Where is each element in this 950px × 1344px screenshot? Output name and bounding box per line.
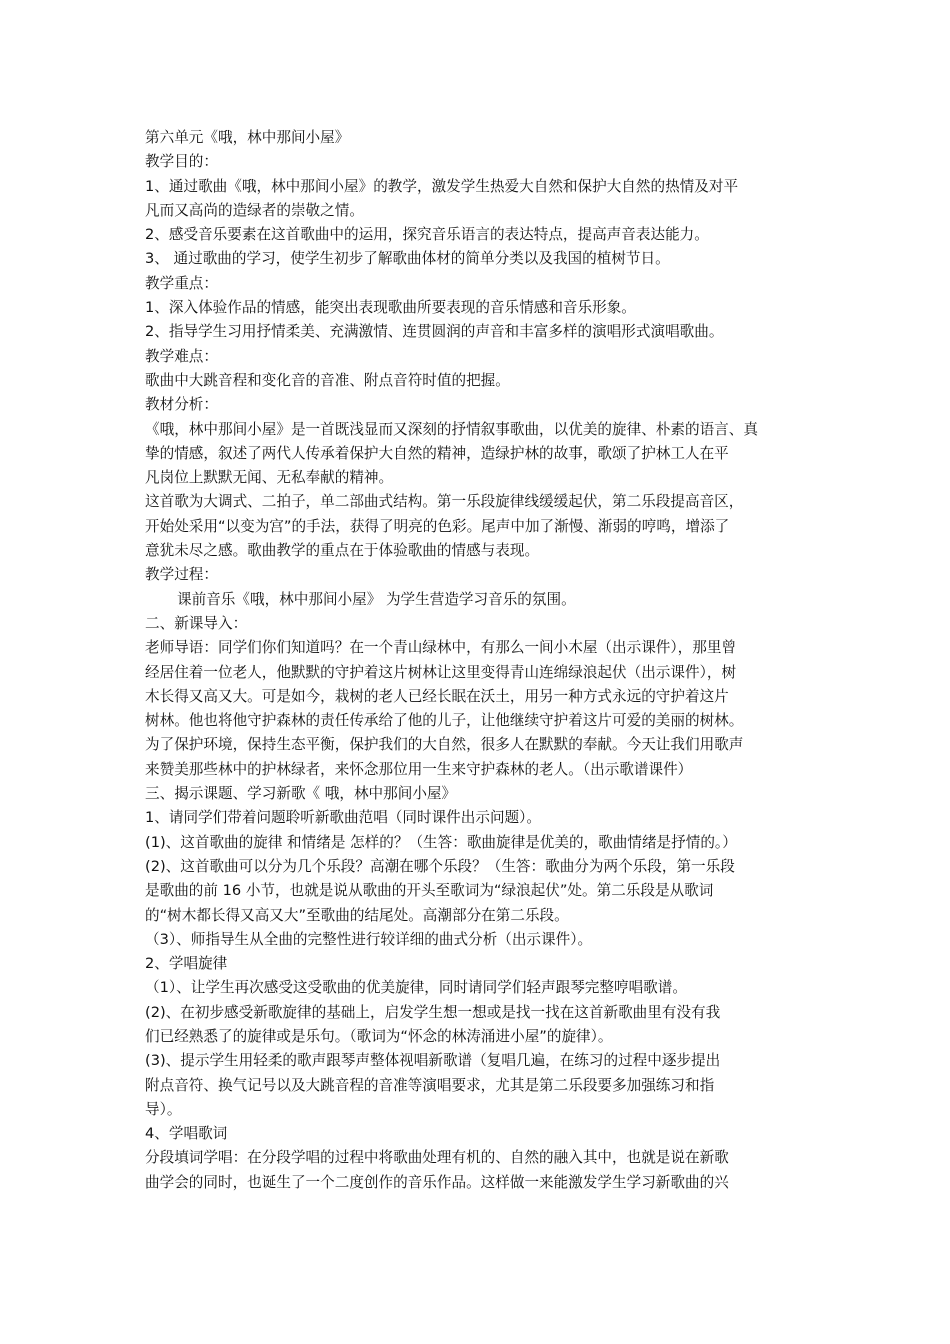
text-line: (1)、这首歌曲的旋律 和情绪是 怎样的？（生答：歌曲旋律是优美的，歌曲情绪是抒情的。） — [145, 833, 737, 851]
text-line: 导）。 — [145, 1100, 182, 1118]
unit-title: 第六单元《哦，林中那间小屋》 — [145, 129, 350, 146]
section-heading-analysis: 教材分析： — [145, 396, 218, 414]
section-heading-intro: 二、新课导入： — [145, 614, 248, 632]
text-line: 凡岗位上默默无闻、无私奉献的精神。 — [145, 469, 394, 487]
text-line: 意犹未尽之感。歌曲教学的重点在于体验歌曲的情感与表现。 — [145, 542, 540, 560]
text-line: 1、深入体验作品的情感，能突出表现歌曲所要表现的音乐情感和音乐形象。 — [145, 299, 636, 317]
section-heading-objectives: 教学目的： — [145, 153, 218, 171]
text-line: 附点音符、换气记号以及大跳音程的音准等演唱要求，尤其是第二乐段要多加强练习和指 — [145, 1076, 715, 1094]
text-line: 1、通过歌曲《哦，林中那间小屋》的教学，激发学生热爱大自然和保护大自然的热情及对平 — [145, 177, 739, 195]
text-line: 经居住着一位老人，他默默的守护着这片树林让这里变得青山连绵绿浪起伏（出示课件），树 — [145, 663, 737, 681]
text-line: (2)、这首歌曲可以分为几个乐段？高潮在哪个乐段？（生答：歌曲分为两个乐段，第一乐段 — [145, 857, 735, 875]
text-line: 分段填词学唱：在分段学唱的过程中将歌曲处理有机的、自然的融入其中，也就是说在新歌 — [145, 1149, 729, 1167]
text-line: 老师导语：同学们你们知道吗？在一个青山绿林中，有那么一间小木屋（出示课件），那里曾 — [145, 639, 737, 657]
text-line: 曲学会的同时，也诞生了一个二度创作的音乐作品。这样做一来能激发学生学习新歌曲的兴 — [145, 1173, 729, 1191]
text-line: （3）、师指导生从全曲的完整性进行较详细的曲式分析（出示课件）。 — [145, 930, 593, 948]
subheading-lyrics: 4、学唱歌词 — [145, 1125, 228, 1143]
text-line: 课前音乐《哦，林中那间小屋》 为学生营造学习音乐的氛围。 — [177, 590, 576, 608]
text-line: 为了保护环境，保持生态平衡，保护我们的大自然，很多人在默默的奉献。今天让我们用歌声 — [145, 736, 744, 754]
section-heading-new-song: 三、揭示课题、学习新歌《 哦，林中那间小屋》 — [145, 785, 457, 803]
text-line: 1、请同学们带着问题聆听新歌曲范唱（同时课件出示问题）。 — [145, 809, 542, 827]
text-line: (3)、提示学生用轻柔的歌声跟琴声整体视唱新歌谱（复唱几遍，在练习的过程中逐步提出 — [145, 1052, 721, 1070]
section-heading-process: 教学过程： — [145, 566, 218, 584]
text-line: 2、指导学生习用抒情柔美、充满激情、连贯圆润的声音和丰富多样的演唱形式演唱歌曲。 — [145, 323, 724, 341]
text-line: 来赞美那些林中的护林绿者，来怀念那位用一生来守护森林的老人。（出示歌谱课件） — [145, 760, 693, 778]
text-line: 3、 通过歌曲的学习，使学生初步了解歌曲体材的简单分类以及我国的植树节日。 — [145, 250, 670, 268]
text-line: 开始处采用“以变为宫”的手法，获得了明亮的色彩。尾声中加了渐慢、渐弱的哼鸣，增添了 — [145, 517, 730, 535]
text-line: 木长得又高又大。可是如今，栽树的老人已经长眠在沃土，用另一种方式永远的守护着这片 — [145, 687, 729, 705]
subheading-melody: 2、学唱旋律 — [145, 955, 228, 973]
document-body — [145, 126, 807, 1195]
text-line: 的“树木都长得又高又大”至歌曲的结尾处。高潮部分在第二乐段。 — [145, 906, 569, 924]
text-line: （1）、让学生再次感受这受歌曲的优美旋律，同时请同学们轻声跟琴完整哼唱歌谱。 — [145, 979, 687, 997]
text-line: 这首歌为大调式、二拍子，单二部曲式结构。第一乐段旋律线缓缓起伏，第二乐段提高音区， — [145, 493, 744, 511]
text-line: 歌曲中大跳音程和变化音的音准、附点音符时值的把握。 — [145, 371, 510, 389]
text-line: 是歌曲的前 16 小节，也就是说从歌曲的开头至歌词为“绿浪起伏”处。第二乐段是从歌词 — [145, 882, 714, 900]
text-line: 树林。他也将他守护森林的责任传承给了他的儿子，让他继续守护着这片可爱的美丽的树林。 — [145, 712, 744, 730]
section-heading-key-points: 教学重点： — [145, 274, 218, 292]
text-line: 凡而又高尚的造绿者的崇敬之情。 — [145, 201, 364, 219]
text-line: 挚的情感，叙述了两代人传承着保护大自然的精神，造绿护林的故事，歌颂了护林工人在平 — [145, 444, 729, 462]
text-line: 《哦，林中那间小屋》是一首既浅显而又深刻的抒情叙事歌曲，以优美的旋律、朴素的语言、真 — [145, 420, 758, 438]
text-line: (2)、在初步感受新歌旋律的基础上，启发学生想一想或是找一找在这首新歌曲里有没有我 — [145, 1003, 721, 1021]
text-line: 们已经熟悉了的旋律或是乐句。（歌词为“怀念的林涛涌进小屋”的旋律）。 — [145, 1027, 613, 1045]
section-heading-difficulties: 教学难点： — [145, 347, 218, 365]
text-line: 2、感受音乐要素在这首歌曲中的运用，探究音乐语言的表达特点，提高声音表达能力。 — [145, 226, 709, 244]
